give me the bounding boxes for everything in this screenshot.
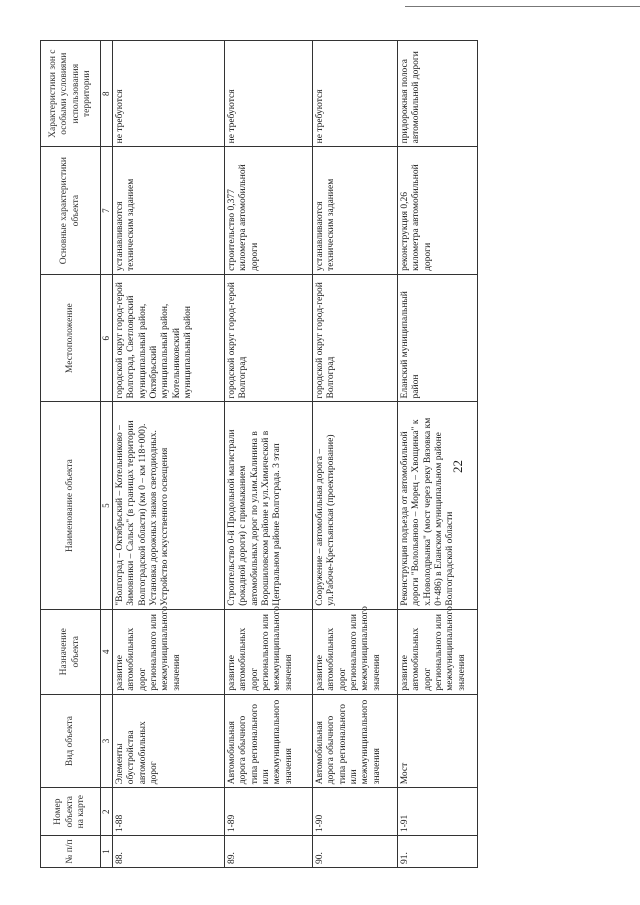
object-name: Строительство 0-й Продольной магистрали (рокадной дороги) с примыканием автомобильных дорог по ул.им.Калинина в Ворошиловском районе и ул.Химической в Центральном районе Волгограда. 3 этап: [224, 402, 312, 609]
table-row: [224, 41, 312, 868]
map-number: 1-89: [224, 788, 312, 836]
header-cell: № п/п: [41, 836, 101, 868]
page-number: 22: [450, 460, 465, 473]
objects-table: [40, 40, 478, 868]
column-number: 4: [101, 609, 113, 694]
object-characteristics: устанавливаются техническим заданием: [312, 147, 397, 275]
object-purpose: развитие автомобильных дорог регионального или межмуниципального значения: [112, 609, 224, 694]
object-location: городской округ город-герой Волгоград: [224, 274, 312, 402]
object-characteristics: устанавливаются техническим заданием: [112, 147, 224, 275]
header-cell: Наименование объекта: [41, 402, 101, 609]
column-number: 6: [101, 274, 113, 402]
zone-characteristics: не требуются: [312, 41, 397, 147]
column-number-row: [101, 41, 113, 868]
rotated-page: [40, 40, 490, 868]
object-type: Автомобильная дорога обычного типа регионального или межмуниципального значения: [312, 694, 397, 788]
object-purpose: развитие автомобильных дорог регионального или межмуниципального значения: [312, 609, 397, 694]
header-cell: Вид объекта: [41, 694, 101, 788]
zone-characteristics: придорожная полоса автомобильной дороги: [397, 41, 477, 147]
column-number: 8: [101, 41, 113, 147]
scan-edge-line: [405, 6, 640, 7]
column-number: 1: [101, 836, 113, 868]
zone-characteristics: не требуются: [224, 41, 312, 147]
header-row: [41, 41, 101, 868]
object-name: Реконструкция подъезда от автомобильной дороги "Волольяново – Морец – Хвощинка" к х.Новолодрынка" (мост через реку Вязовка км 0+486) в Еланском муниципальном районе Волгоградской области: [397, 402, 477, 609]
table-row: [312, 41, 397, 868]
column-number: 3: [101, 694, 113, 788]
map-number: 1-90: [312, 788, 397, 836]
object-characteristics: строительство 0,377 километра автомобильной дороги: [224, 147, 312, 275]
row-number: 88.: [112, 836, 224, 868]
table-row: [112, 41, 224, 868]
object-type: Мост: [397, 694, 477, 788]
object-name: Сооружение – автомобильная дорога – ул.Рабоче-Крестьянская (проектирование): [312, 402, 397, 609]
object-type: Автомобильная дорога обычного типа регионального или межмуниципального значения: [224, 694, 312, 788]
header-cell: Назначение объекта: [41, 609, 101, 694]
object-location: Еланский муниципальный район: [397, 274, 477, 402]
row-number: 90.: [312, 836, 397, 868]
column-number: 7: [101, 147, 113, 275]
table-row: [397, 41, 477, 868]
map-number: 1-91: [397, 788, 477, 836]
object-name: "Волгоград – Октябрьский – Котельниково – Зимовники – Сальск" (в границах территории Волгоградской области) (км 0 – км 118+000). Установка дорожных знаков светодиодных. Устройство искусственного освещения: [112, 402, 224, 609]
object-type: Элементы обустройства автомобильных дорог: [112, 694, 224, 788]
row-number: 89.: [224, 836, 312, 868]
object-characteristics: реконструкция 0,26 километра автомобильной дороги: [397, 147, 477, 275]
zone-characteristics: не требуются: [112, 41, 224, 147]
header-cell: Основные характеристики объекта: [41, 147, 101, 275]
object-location: городской округ город-герой Волгоград: [312, 274, 397, 402]
row-number: 91.: [397, 836, 477, 868]
object-purpose: развитие автомобильных дорог регионального или межмуниципального значения: [224, 609, 312, 694]
object-location: городской округ город-герой Волгоград, Светлоярский муниципальный район, Октябрьский муниципальный район, Котельниковский муниципальный район: [112, 274, 224, 402]
column-number: 2: [101, 788, 113, 836]
object-purpose: развитие автомобильных дорог регионального или межмуниципального значения: [397, 609, 477, 694]
header-cell: Характеристики зон с особыми условиями использования территории: [41, 41, 101, 147]
header-cell: Местоположение: [41, 274, 101, 402]
map-number: 1-88: [112, 788, 224, 836]
column-number: 5: [101, 402, 113, 609]
header-cell: Номер объекта на карте: [41, 788, 101, 836]
